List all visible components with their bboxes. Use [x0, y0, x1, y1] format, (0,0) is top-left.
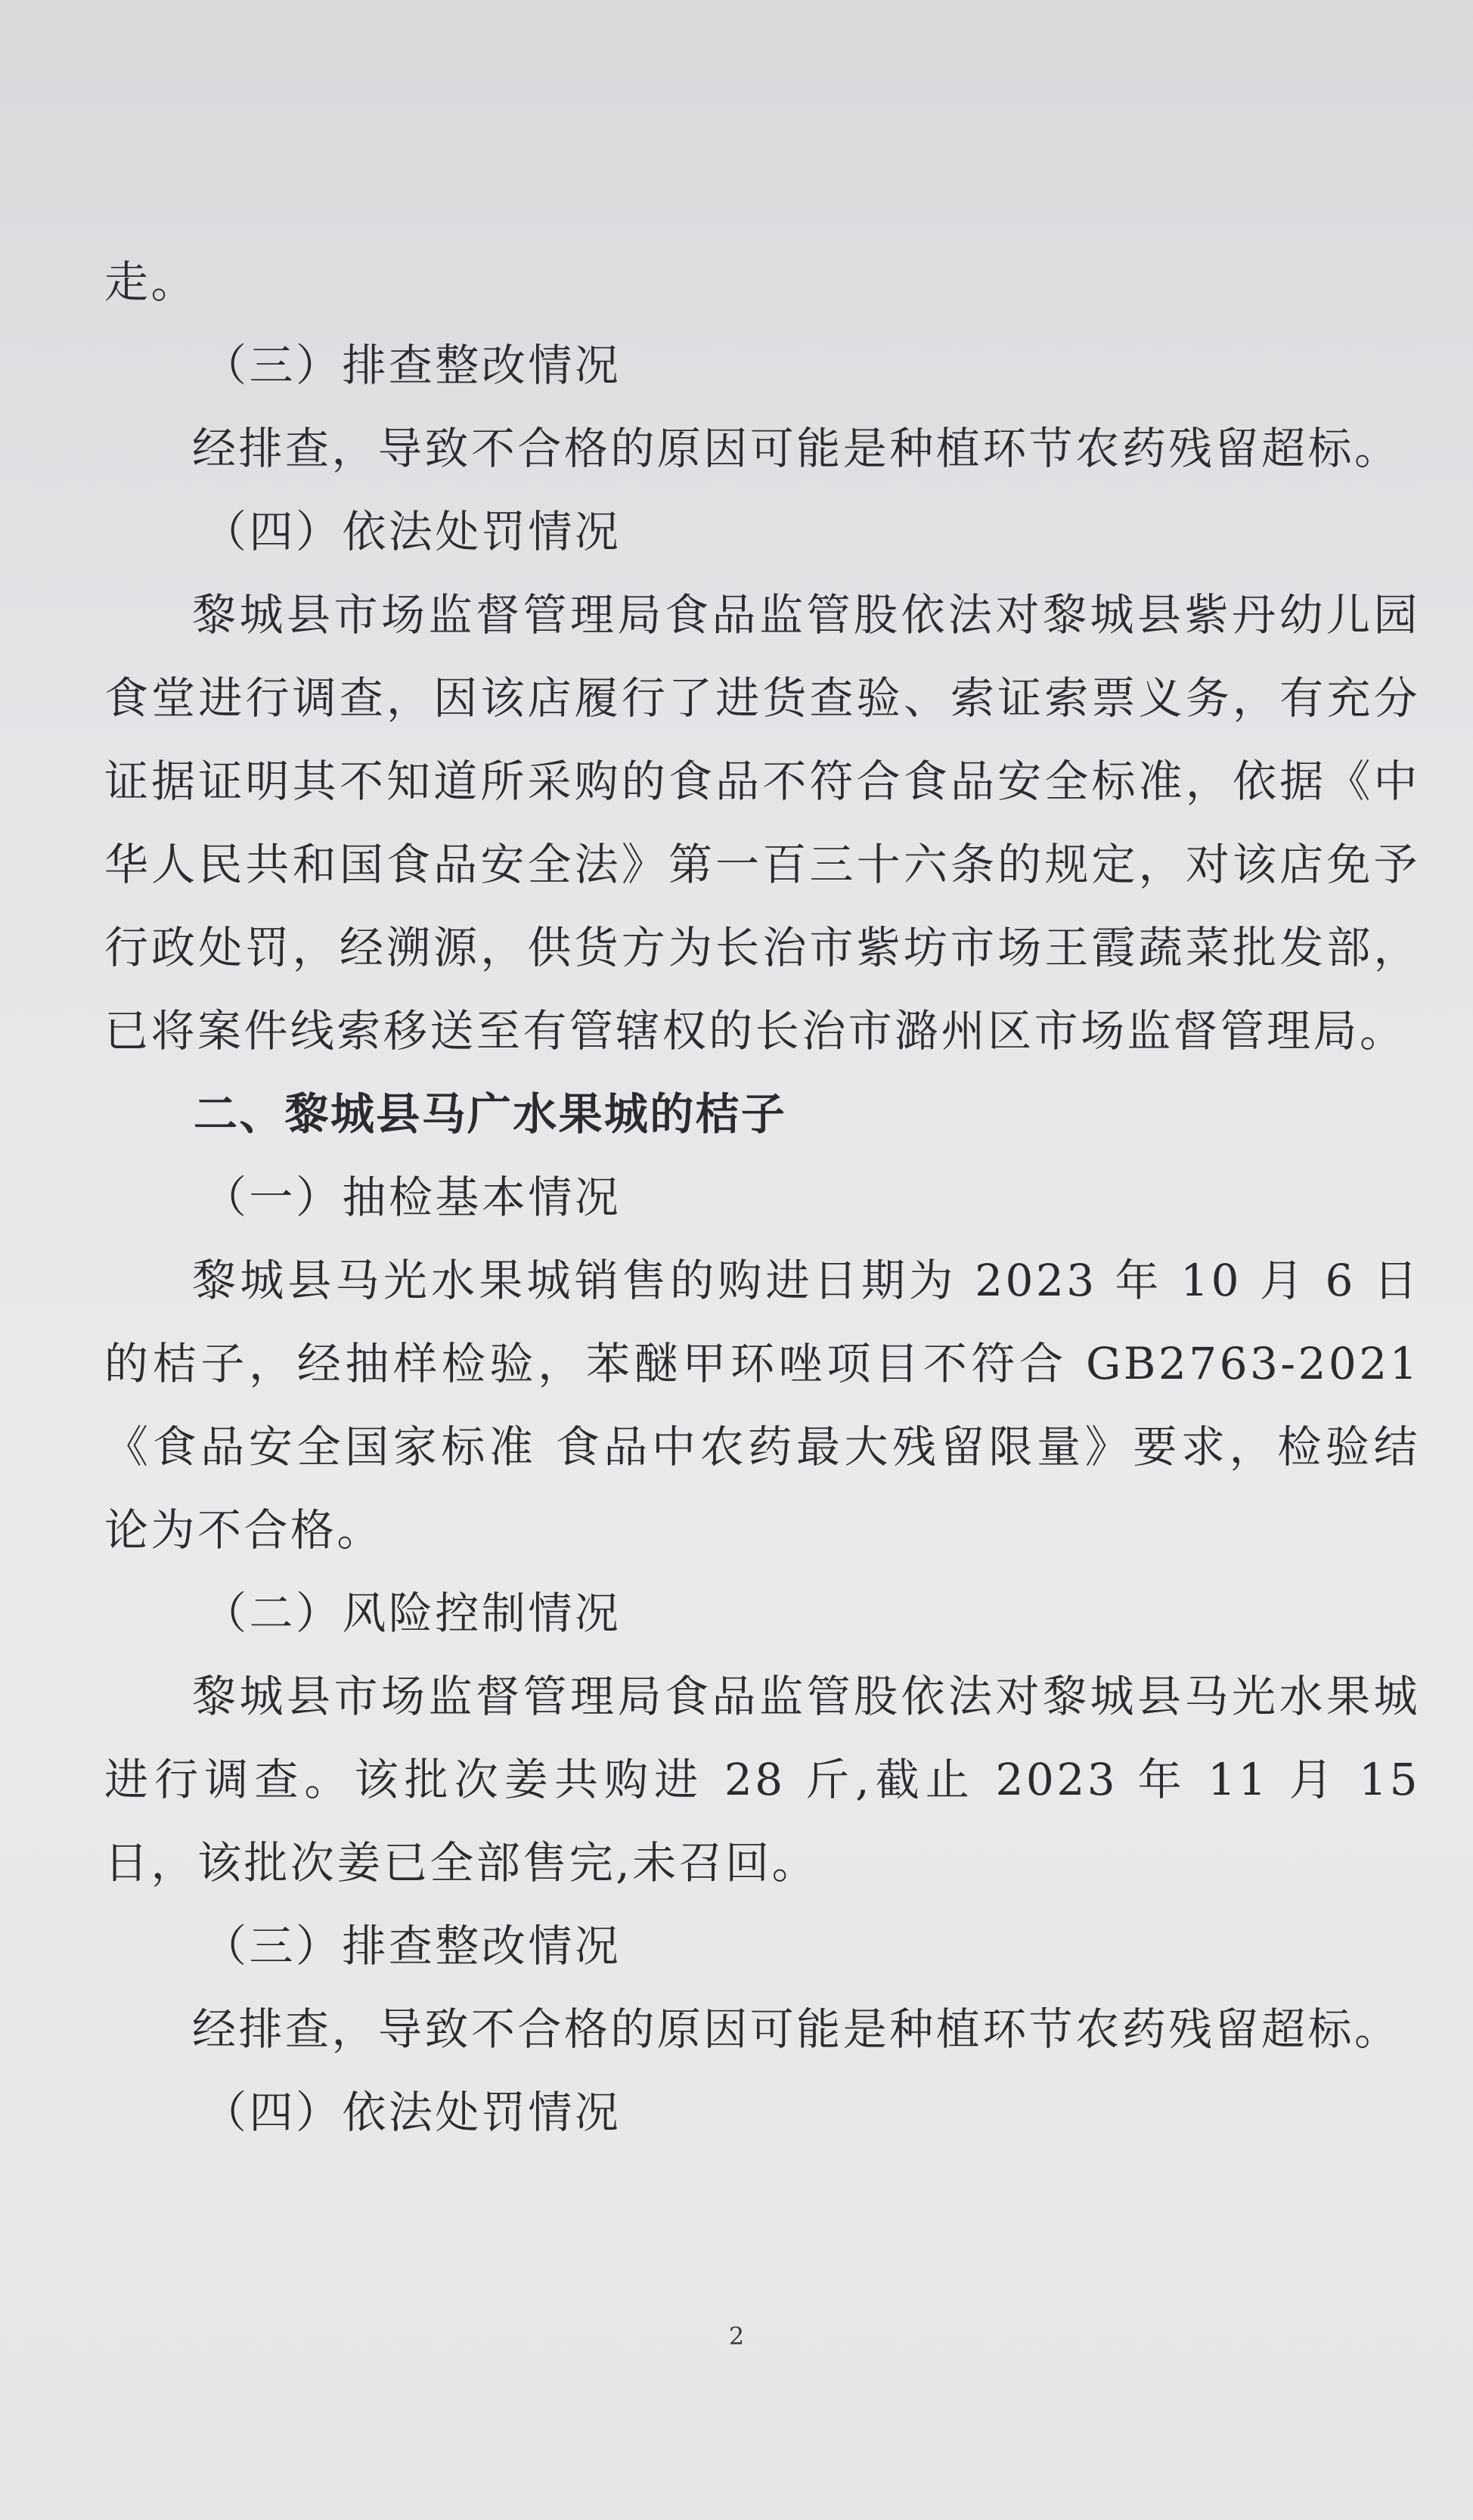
paragraph-investigation-result-2: 经排查，导致不合格的原因可能是种植环节农药残留超标。 [192, 2003, 1401, 2055]
subheading-risk-control: （二）风险控制情况 [203, 1587, 622, 1639]
paragraph-investigation-result: 经排查，导致不合格的原因可能是种植环节农药残留超标。 [192, 423, 1401, 474]
paragraph-sampling-detail: 黎城县马光水果城销售的购进日期为 2023 年 10 月 6 日的桔子，经抽样检验，苯醚甲环唑项目不符合 GB2763-2021《食品安全国家标准 食品中农药最大残留限量》要求，检验结论为不合格。 [104, 1255, 1420, 1556]
subheading-investigation-rectification-2: （三）排查整改情况 [203, 1920, 622, 1972]
subheading-sampling-basics: （一）抽检基本情况 [203, 1172, 622, 1223]
subheading-legal-penalty: （四）依法处罚情况 [203, 506, 622, 557]
subheading-investigation-rectification: （三）排查整改情况 [203, 340, 622, 391]
paragraph-continuation: 走。 [104, 256, 197, 308]
paragraph-risk-control-detail: 黎城县市场监督管理局食品监管股依法对黎城县马光水果城进行调查。该批次姜共购进 28 斤,截止 2023 年 11 月 15 日，该批次姜已全部售完,未召回。 [104, 1671, 1420, 1888]
document-body [104, 241, 1420, 2154]
section-heading-fruit-city: 二、黎城县马广水果城的桔子 [194, 1088, 787, 1140]
paragraph-penalty-detail: 黎城县市场监督管理局食品监管股依法对黎城县紫丹幼儿园食堂进行调查，因该店履行了进货查验、索证索票义务，有充分证据证明其不知道所采购的食品不符合食品安全标准，依据《中华人民共和国食品安全法》第一百三十六条的规定，对该店免予行政处罚，经溯源，供货方为长治市紫坊市场王霞蔬菜批发部，已将案件线索移送至有管辖权的长治市潞州区市场监督管理局。 [104, 589, 1420, 1057]
page-number: 2 [728, 2322, 745, 2351]
subheading-legal-penalty-2: （四）依法处罚情况 [203, 2087, 622, 2138]
